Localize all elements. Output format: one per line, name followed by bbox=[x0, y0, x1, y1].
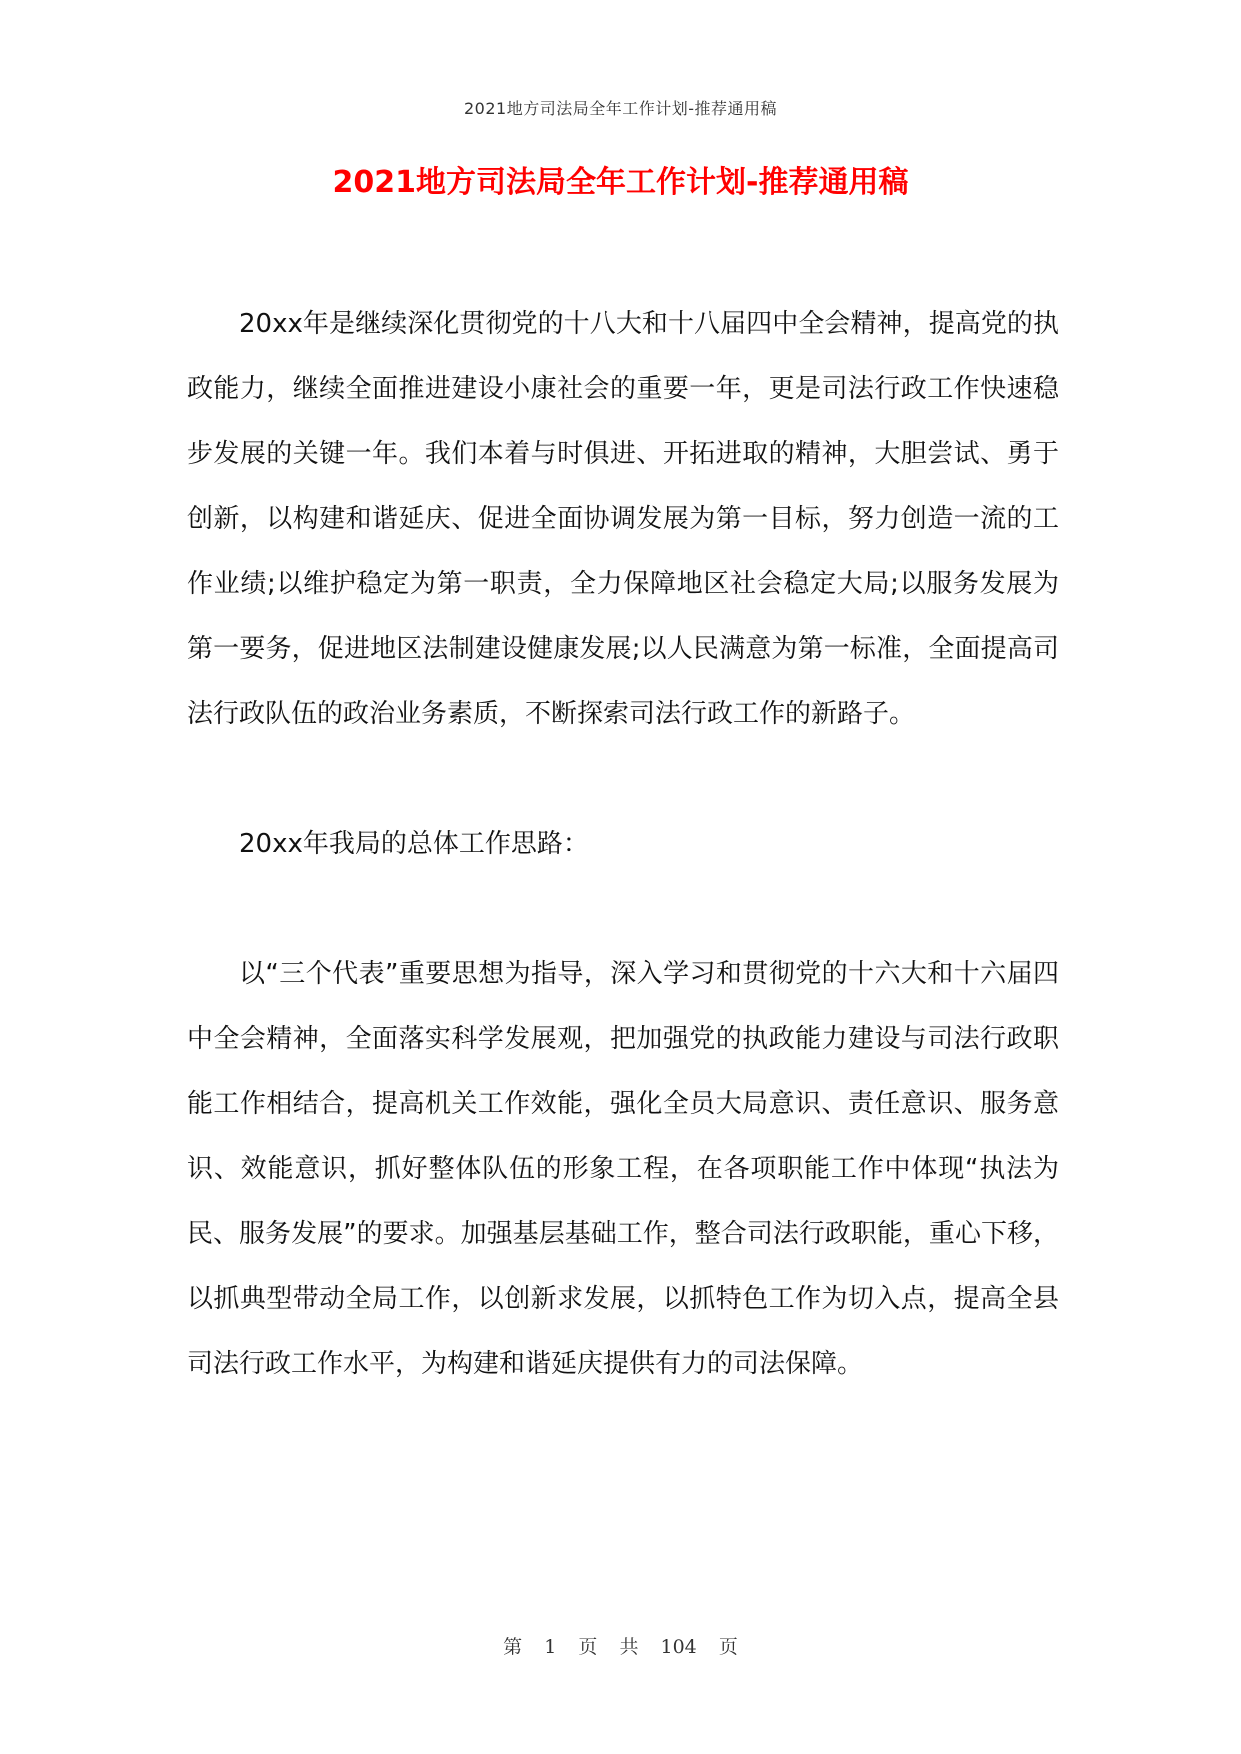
footer-total-prefix: 共 bbox=[619, 1636, 639, 1658]
footer-suffix: 页 bbox=[718, 1636, 738, 1658]
paragraph-intro: 20xx年是继续深化贯彻党的十八大和十八届四中全会精神，提高党的执政能力，继续全面推进建设小康社会的重要一年，更是司法行政工作快速稳步发展的关键一年。我们本着与时俱进、开拓进取的精神，大胆尝试、勇于创新，以构建和谐延庆、促进全面协调发展为第一目标，努力创造一流的工作业绩;以维护稳定为第一职责，全力保障地区社会稳定大局;以服务发展为第一要务，促进地区法制建设健康发展;以人民满意为第一标准，全面提高司法行政队伍的政治业务素质，不断探索司法行政工作的新路子。 bbox=[187, 309, 1059, 729]
footer-current-page: 1 bbox=[544, 1636, 557, 1658]
paragraph-guiding-principles: 以“三个代表”重要思想为指导，深入学习和贯彻党的十六大和十六届四中全会精神，全面落实科学发展观，把加强党的执政能力建设与司法行政职能工作相结合，提高机关工作效能，强化全员大局意识、责任意识、服务意识、效能意识，抓好整体队伍的形象工程，在各项职能工作中体现“执法为民、服务发展”的要求。加强基层基础工作，整合司法行政职能，重心下移，以抓典型带动全局工作，以创新求发展，以抓特色工作为切入点，提高全县司法行政工作水平，为构建和谐延庆提供有力的司法保障。 bbox=[187, 959, 1059, 1379]
page-footer bbox=[0, 1632, 1241, 1659]
running-header: 2021地方司法局全年工作计划-推荐通用稿 bbox=[464, 99, 777, 118]
paragraph-work-approach-heading: 20xx年我局的总体工作思路： bbox=[239, 829, 589, 859]
footer-total-pages: 104 bbox=[660, 1636, 697, 1658]
footer-middle: 页 bbox=[578, 1636, 598, 1658]
footer-prefix: 第 bbox=[503, 1636, 523, 1658]
document-title: 2021地方司法局全年工作计划-推荐通用稿 bbox=[332, 165, 909, 200]
document-body bbox=[187, 292, 1059, 1397]
